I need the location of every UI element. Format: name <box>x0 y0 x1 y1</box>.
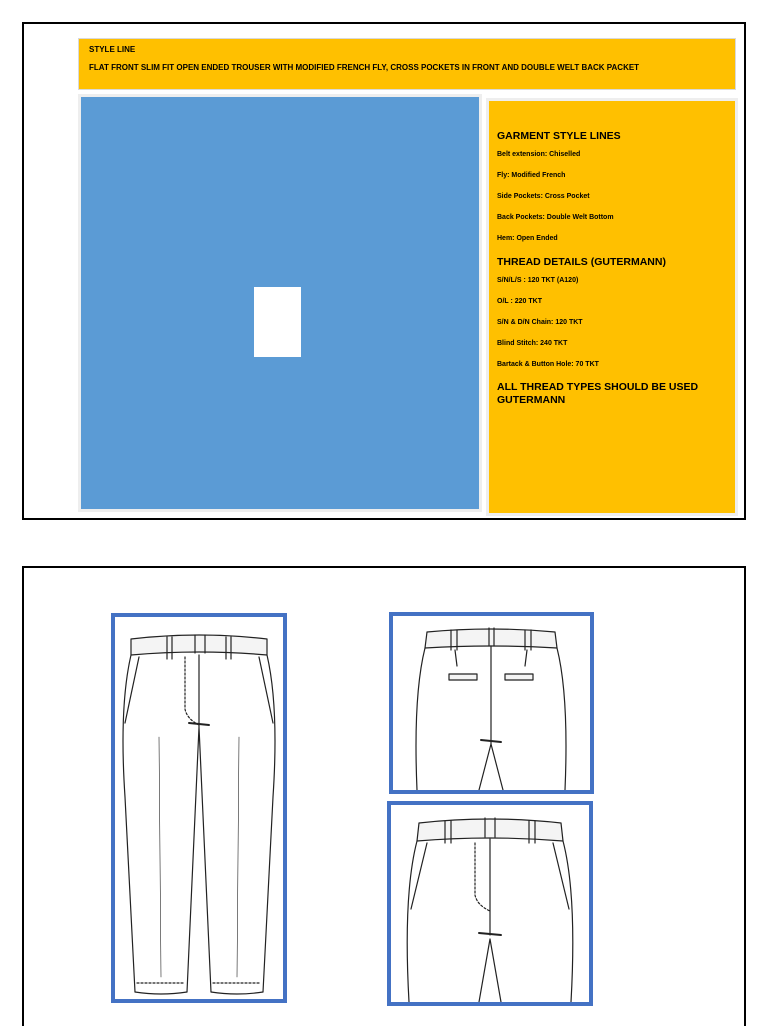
thread-detail-item: O/L : 220 TKT <box>497 298 542 305</box>
thread-detail-item: Bartack & Button Hole: 70 TKT <box>497 361 599 368</box>
style-line-label: STYLE LINE <box>89 45 136 54</box>
style-line-item: Fly: Modified French <box>497 172 566 179</box>
garment-style-lines-heading: GARMENT STYLE LINES <box>497 130 621 142</box>
style-line-item: Hem: Open Ended <box>497 235 558 242</box>
thread-note: ALL THREAD TYPES SHOULD BE USED GUTERMANN <box>497 381 699 406</box>
trouser-front-drawing <box>115 617 283 999</box>
front-view-sketch <box>111 613 287 1003</box>
trouser-back-drawing <box>393 616 590 790</box>
garment-image-panel <box>78 94 482 512</box>
thread-detail-item: S/N/L/S : 120 TKT (A120) <box>497 277 579 284</box>
style-line-item: Side Pockets: Cross Pocket <box>497 193 590 200</box>
front-detail-sketch <box>387 801 593 1006</box>
image-placeholder <box>254 287 301 357</box>
style-line-item: Belt extension: Chiselled <box>497 151 581 158</box>
style-line-item: Back Pockets: Double Welt Bottom <box>497 214 614 221</box>
back-view-sketch <box>389 612 594 794</box>
trouser-front-detail-drawing <box>391 805 589 1002</box>
details-panel <box>486 98 738 516</box>
thread-detail-item: S/N & D/N Chain: 120 TKT <box>497 319 583 326</box>
style-line-description: FLAT FRONT SLIM FIT OPEN ENDED TROUSER WITH MODIFIED FRENCH FLY, CROSS POCKETS IN FRONT AND DOUBLE WELT BACK PACKET <box>89 63 640 72</box>
thread-details-heading: THREAD DETAILS (GUTERMANN) <box>497 256 666 268</box>
thread-detail-item: Blind Stitch: 240 TKT <box>497 340 568 347</box>
style-line-bar <box>78 38 736 90</box>
